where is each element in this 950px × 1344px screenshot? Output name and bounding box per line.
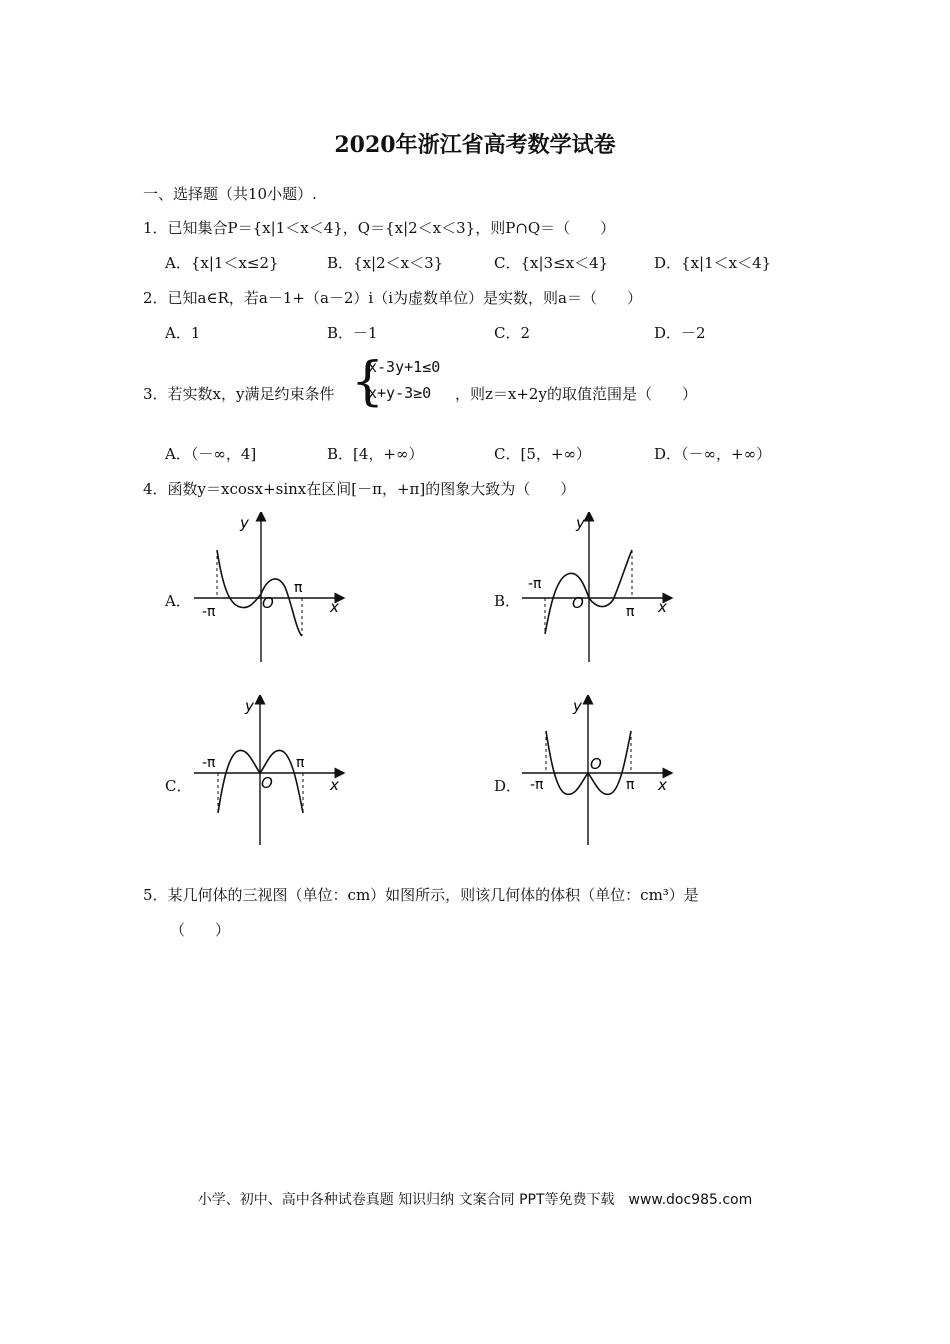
page-footer[interactable]: 小学、初中、高中各种试卷真题 知识归纳 文案合同 PPT等免费下载 www.doc985.com xyxy=(197,1192,753,1208)
question-1-option-a[interactable]: A．{x|1＜x≤2} xyxy=(165,254,279,272)
neg-pi-label: -π xyxy=(202,604,216,620)
graph-c[interactable] xyxy=(190,695,350,850)
y-label: y xyxy=(576,514,585,532)
graph-b[interactable] xyxy=(518,512,678,667)
question-2-option-d[interactable]: D．－2 xyxy=(654,324,706,342)
pi-label: π xyxy=(626,604,635,620)
origin-label: O xyxy=(262,594,274,612)
pi-label: π xyxy=(294,580,303,596)
neg-pi-label: -π xyxy=(202,755,216,771)
y-label: y xyxy=(240,514,249,532)
question-4-stem: 4．函数y＝xcosx+sinx在区间[－π，+π]的图象大致为（ ） xyxy=(143,480,576,498)
section-heading: 一、选择题（共10小题）. xyxy=(143,185,317,203)
graph-c-label[interactable]: C． xyxy=(165,777,192,795)
pi-label: π xyxy=(296,755,305,771)
question-3-stem-prefix: 3．若实数x，y满足约束条件 xyxy=(143,385,335,403)
graph-a[interactable] xyxy=(190,512,350,667)
constraint-1: x-3y+1≤0 xyxy=(368,358,441,376)
origin-label: O xyxy=(572,594,584,612)
question-3-stem-suffix: ，则z＝x+2y的取值范围是（ ） xyxy=(455,385,697,403)
question-5-stem-cont: （ ） xyxy=(170,921,231,939)
y-label: y xyxy=(245,697,254,715)
question-3-option-a[interactable]: A．（－∞，4] xyxy=(165,445,257,463)
curve-a xyxy=(217,550,302,636)
graph-a-label[interactable]: A． xyxy=(165,592,191,610)
question-1-stem: 1．已知集合P＝{x|1＜x＜4}，Q＝{x|2＜x＜3}，则P∩Q＝（ ） xyxy=(143,219,616,237)
question-5-stem: 5．某几何体的三视图（单位：cm）如图所示，则该几何体的体积（单位：cm³）是 xyxy=(143,886,699,904)
pi-label: π xyxy=(626,777,635,793)
page-title: 2020年浙江省高考数学试卷 xyxy=(334,132,616,158)
question-2-option-c[interactable]: C．2 xyxy=(494,324,531,342)
question-1-option-d[interactable]: D．{x|1＜x＜4} xyxy=(654,254,772,272)
x-label: x xyxy=(658,776,667,794)
x-label: x xyxy=(330,598,339,616)
graph-b-label[interactable]: B． xyxy=(494,592,521,610)
constraint-2: x+y-3≥0 xyxy=(368,384,432,402)
neg-pi-label: -π xyxy=(530,777,544,793)
neg-pi-label: -π xyxy=(528,576,542,592)
x-label: x xyxy=(330,776,339,794)
graph-d-label[interactable]: D． xyxy=(494,777,522,795)
x-label: x xyxy=(658,598,667,616)
question-3-option-b[interactable]: B．[4，+∞） xyxy=(327,445,424,463)
system-brace: { xyxy=(351,352,385,412)
question-1-option-b[interactable]: B．{x|2＜x＜3} xyxy=(327,254,444,272)
origin-label: O xyxy=(590,755,602,773)
question-2-option-a[interactable]: A．1 xyxy=(165,324,201,342)
question-2-stem: 2．已知a∈R，若a－1+（a－2）i（i为虚数单位）是实数，则a＝（ ） xyxy=(143,289,642,307)
question-2-option-b[interactable]: B．－1 xyxy=(327,324,378,342)
origin-label: O xyxy=(261,774,273,792)
question-3-option-d[interactable]: D．（－∞，+∞） xyxy=(654,445,772,463)
y-label: y xyxy=(573,697,582,715)
graph-d[interactable] xyxy=(518,695,678,850)
question-1-option-c[interactable]: C．{x|3≤x＜4} xyxy=(494,254,609,272)
question-3-option-c[interactable]: C．[5，+∞） xyxy=(494,445,591,463)
